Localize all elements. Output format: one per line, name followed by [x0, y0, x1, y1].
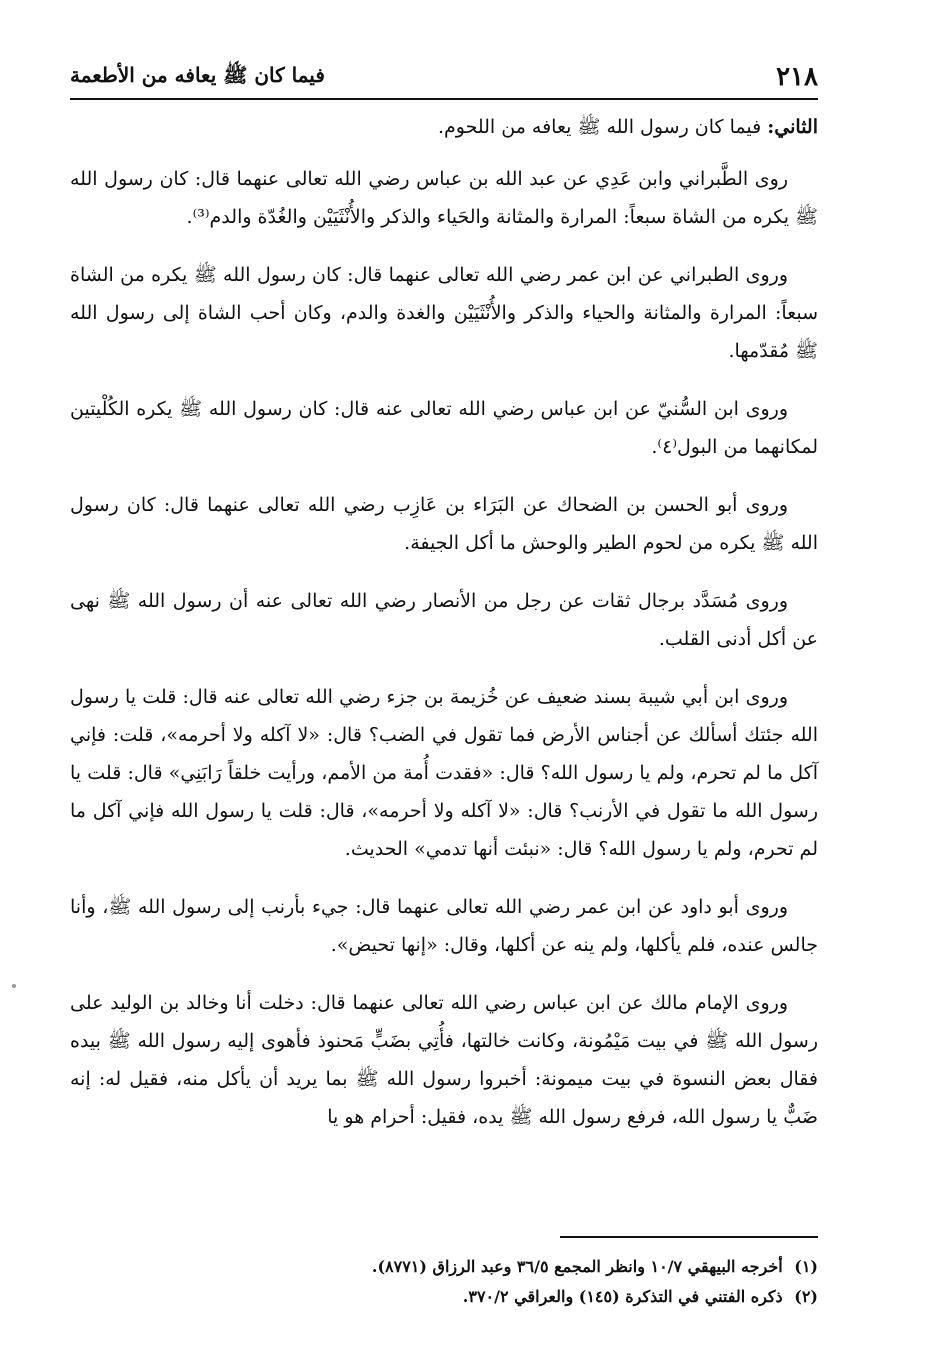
footnote [70, 1252, 818, 1282]
footnote-divider [560, 1236, 818, 1238]
footnote-text: ذكره الفتني في التذكرة (١٤٥) والعراقي ٣٧٠/٢. [462, 1287, 783, 1306]
footnote-number: (٢) [794, 1287, 818, 1306]
paragraph: وروى الإمام مالك عن ابن عباس رضي الله تعالى عنهما قال: دخلت أنا وخالد بن الوليد على رسول الله ﷺ في بيت مَيْمُونة، وكانت خالتها، فأُتِي بضَبٍّ مَحنوذ فأهوى إليه رسول الله ﷺ بيده فقال بعض النسوة في بيت ميمونة: أخبروا رسول الله ﷺ بما يريد أن يأكل منه، فقيل له: إنه ضَبٌّ يا رسول الله، فرفع رسول الله ﷺ يده، فقيل: أحرام هو يا [70, 992, 818, 1128]
paragraph: وروى ابن أبي شيبة بسند ضعيف عن خُزيمة بن جزء رضي الله تعالى عنه قال: قلت يا رسول الله جئتك أسألك عن أجناس الأرض فما تقول في الضب؟ قال: «لا آكله ولا أحرمه»، قلت: فإني آكل ما لم تحرم، ولم يا رسول الله؟ قال: «فقدت أُمة من الأمم، ورأيت خلقاً رَابَنِي» قال: قلت يا رسول الله ما تقول في الأرنب؟ قال: «لا آكله ولا أحرمه»، قال: قلت يا رسول الله فإني آكل ما لم تحرم، ولم يا رسول الله؟ قال: «نبئت أنها تدمي» الحديث. [70, 686, 818, 860]
paragraph: وروى أبو داود عن ابن عمر رضي الله تعالى عنهما قال: جيء بأرنب إلى رسول الله ﷺ، وأنا جالس عنده، فلم يأكلها، ولم ينه عن أكلها، وقال: «إنها تحيض». [70, 896, 818, 956]
heading-lead: الثاني: [767, 116, 818, 138]
section-heading [70, 108, 818, 146]
paragraph: وروى أبو الحسن بن الضحاك عن البَرَاء بن عَازِب رضي الله تعالى عنهما قال: كان رسول الله ﷺ يكره من لحوم الطير والوحش ما أكل الجيفة. [70, 494, 818, 554]
paragraph: وروى الطبراني عن ابن عمر رضي الله تعالى عنهما قال: كان رسول الله ﷺ يكره من الشاة سبعاً: المرارة والمثانة والحياء والذكر والأُنْثَيَيْن والغدة والدم، وكان أحب الشاة إلى رسول الله ﷺ مُقدّمها. [70, 264, 818, 362]
heading-text: فيما كان رسول الله ﷺ يعافه من اللحوم. [437, 116, 762, 138]
page-header [70, 50, 818, 100]
scan-speck [12, 984, 16, 988]
footnote-text: أخرجه البيهقي ١٠/٧ وانظر المجمع ٣٦/٥ وعبد الرزاق (٨٧٧١). [371, 1257, 783, 1276]
paragraph: وروى مُسَدَّد برجال ثقات عن رجل من الأنصار رضي الله تعالى عنه أن رسول الله ﷺ نهى عن أكل أدنى القلب. [70, 590, 818, 650]
page-number: ٢١٨ [776, 62, 818, 92]
footnotes [70, 1252, 818, 1312]
page-body [70, 108, 818, 1156]
footnote [70, 1282, 818, 1312]
paragraph: روى الطَّبراني وابن عَدِي عن عبد الله بن عباس رضي الله تعالى عنهما قال: كان رسول الله ﷺ يكره من الشاة سبعاً: المرارة والمثانة والحَياء والذكر والأُنْثَيَيْن والغُدّة والدم⁽³⁾. [70, 168, 818, 228]
running-title: فيما كان ﷺ يعافه من الأطعمة [70, 63, 325, 87]
footnote-number: (١) [794, 1257, 818, 1276]
paragraph: وروى ابن السُّنيّ عن ابن عباس رضي الله تعالى عنه قال: كان رسول الله ﷺ يكره الكُلْيتين لمكانهما من البول⁽٤⁾. [70, 398, 818, 458]
